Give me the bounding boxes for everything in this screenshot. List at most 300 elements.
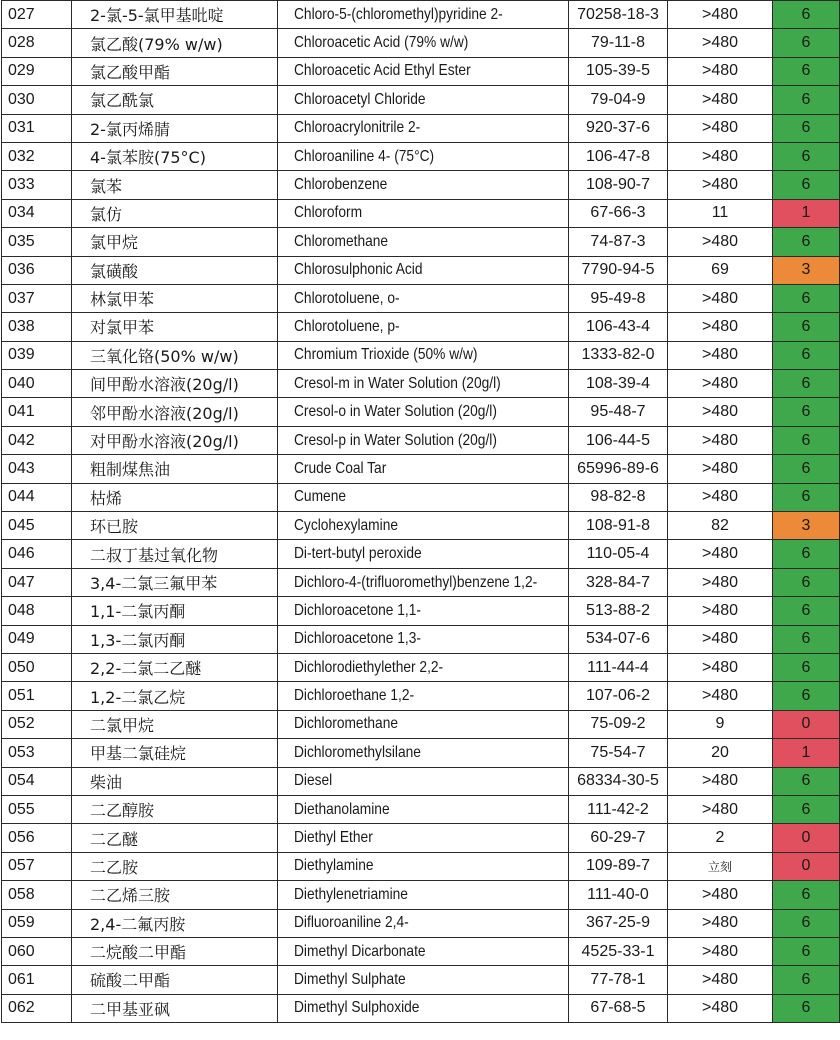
cas-number <box>569 199 668 227</box>
row-number-text: 034 <box>8 204 35 222</box>
breakthrough-time <box>668 142 773 170</box>
english-name <box>278 171 569 199</box>
table-row <box>2 398 840 426</box>
row-number <box>2 767 72 795</box>
breakthrough-time <box>668 568 773 596</box>
english-name-text: Dichlorodiethylether 2,2- <box>294 658 444 676</box>
breakthrough-time <box>668 767 773 795</box>
english-name <box>278 284 569 312</box>
breakthrough-time-text: >480 <box>701 317 739 335</box>
chinese-name-text: 1,3-二氯丙酮 <box>90 630 186 650</box>
english-name-text: Chloroaniline 4- (75°C) <box>294 147 435 165</box>
english-name-text: Cresol-m in Water Solution (20g/l) <box>294 374 501 392</box>
rating-badge <box>773 824 840 852</box>
chinese-name <box>72 313 278 341</box>
english-name-text: Diethylenetriamine <box>294 885 408 903</box>
cas-number <box>569 256 668 284</box>
cas-number-text: 4525-33-1 <box>581 942 655 960</box>
chinese-name-text: 二氯甲烷 <box>90 715 155 735</box>
table-row <box>2 966 840 994</box>
cas-number <box>569 597 668 625</box>
row-number-text: 060 <box>8 942 35 960</box>
english-name-text: Crude Coal Tar <box>294 459 387 477</box>
english-name <box>278 114 569 142</box>
table-row <box>2 199 840 227</box>
rating-badge <box>773 512 840 540</box>
row-number-text: 061 <box>8 970 35 988</box>
english-name-text: Dimethyl Sulphate <box>294 970 406 988</box>
breakthrough-time-text: >480 <box>701 942 739 960</box>
row-number <box>2 228 72 256</box>
chinese-name <box>72 284 278 312</box>
rating-badge <box>773 767 840 795</box>
rating-badge <box>773 966 840 994</box>
rating-badge <box>773 199 840 227</box>
row-number-text: 036 <box>8 261 35 279</box>
row-number-text: 045 <box>8 516 35 534</box>
cas-number <box>569 710 668 738</box>
chinese-name <box>72 455 278 483</box>
table-row <box>2 171 840 199</box>
table-row <box>2 313 840 341</box>
rating-badge <box>773 142 840 170</box>
breakthrough-time <box>668 256 773 284</box>
rating-badge <box>773 1 840 29</box>
breakthrough-time <box>668 57 773 85</box>
breakthrough-time-text: >480 <box>701 885 739 903</box>
chinese-name-text: 邻甲酚水溶液(20g/l) <box>90 403 239 423</box>
rating-badge-text: 0 <box>801 829 811 847</box>
breakthrough-time-text: >480 <box>701 687 739 705</box>
table-row <box>2 1 840 29</box>
chinese-name <box>72 114 278 142</box>
row-number <box>2 824 72 852</box>
row-number-text: 044 <box>8 488 35 506</box>
chinese-name <box>72 710 278 738</box>
table-row <box>2 568 840 596</box>
chinese-name <box>72 767 278 795</box>
breakthrough-time-text: >480 <box>701 346 739 364</box>
rating-badge <box>773 313 840 341</box>
row-number <box>2 483 72 511</box>
english-name <box>278 398 569 426</box>
chinese-name-text: 硫酸二甲酯 <box>90 971 171 991</box>
cas-number <box>569 767 668 795</box>
row-number-text: 033 <box>8 176 35 194</box>
rating-badge <box>773 86 840 114</box>
chinese-name <box>72 341 278 369</box>
rating-badge-text: 6 <box>801 431 811 449</box>
row-number-text: 059 <box>8 914 35 932</box>
english-name <box>278 966 569 994</box>
breakthrough-time-text: >480 <box>701 658 739 676</box>
english-name-text: Diethyl Ether <box>294 829 373 847</box>
english-name <box>278 142 569 170</box>
row-number-text: 039 <box>8 346 35 364</box>
breakthrough-time-text: >480 <box>701 488 739 506</box>
cas-number-text: 75-09-2 <box>590 715 646 733</box>
chinese-name <box>72 625 278 653</box>
cas-number-text: 75-54-7 <box>590 743 646 761</box>
english-name-text: Cresol-o in Water Solution (20g/l) <box>294 403 497 421</box>
cas-number-text: 67-68-5 <box>590 999 646 1017</box>
breakthrough-time <box>668 852 773 880</box>
english-name-text: Cyclohexylamine <box>294 516 399 534</box>
breakthrough-time <box>668 739 773 767</box>
english-name <box>278 1 569 29</box>
breakthrough-time <box>668 937 773 965</box>
rating-badge-text: 3 <box>801 261 811 279</box>
cas-number <box>569 57 668 85</box>
breakthrough-time <box>668 966 773 994</box>
rating-badge <box>773 398 840 426</box>
rating-badge-text: 1 <box>801 204 811 222</box>
row-number <box>2 398 72 426</box>
rating-badge <box>773 653 840 681</box>
english-name-text: Chloroform <box>294 204 363 222</box>
cas-number-text: 108-90-7 <box>585 176 651 194</box>
cas-number-text: 1333-82-0 <box>581 346 655 364</box>
row-number <box>2 142 72 170</box>
chinese-name <box>72 994 278 1022</box>
breakthrough-time-text: 20 <box>711 743 729 761</box>
breakthrough-time <box>668 171 773 199</box>
row-number-text: 054 <box>8 772 35 790</box>
row-number-text: 051 <box>8 687 35 705</box>
chinese-name <box>72 370 278 398</box>
cas-number <box>569 313 668 341</box>
english-name <box>278 994 569 1022</box>
row-number <box>2 57 72 85</box>
cas-number-text: 108-91-8 <box>585 516 651 534</box>
table-row <box>2 540 840 568</box>
english-name-text: Diethanolamine <box>294 800 390 818</box>
english-name-text: Cresol-p in Water Solution (20g/l) <box>294 431 497 449</box>
cas-number-text: 111-40-0 <box>587 885 649 903</box>
table-row <box>2 86 840 114</box>
breakthrough-time <box>668 824 773 852</box>
chinese-name <box>72 426 278 454</box>
table-row <box>2 653 840 681</box>
cas-number-text: 65996-89-6 <box>577 459 659 477</box>
rating-badge-text: 6 <box>801 914 811 932</box>
chinese-name-text: 氯乙酸甲酯 <box>90 62 171 82</box>
rating-badge-text: 6 <box>801 62 811 80</box>
cas-number-text: 60-29-7 <box>590 829 646 847</box>
breakthrough-time-text: >480 <box>701 5 739 23</box>
row-number <box>2 284 72 312</box>
rating-badge-text: 0 <box>801 715 811 733</box>
rating-badge <box>773 483 840 511</box>
chinese-name-text: 2,2-二氯二乙醚 <box>90 659 202 679</box>
chinese-name <box>72 739 278 767</box>
breakthrough-time-text: 2 <box>715 829 725 847</box>
rating-badge-text: 6 <box>801 885 811 903</box>
row-number-text: 058 <box>8 885 35 903</box>
breakthrough-time <box>668 909 773 937</box>
table-row <box>2 426 840 454</box>
english-name <box>278 881 569 909</box>
row-number-text: 043 <box>8 459 35 477</box>
english-name-text: Chlorobenzene <box>294 176 388 194</box>
chinese-name-text: 4-氯苯胺(75°C) <box>90 148 206 168</box>
chinese-name-text: 1,1-二氯丙酮 <box>90 602 186 622</box>
cas-number <box>569 114 668 142</box>
chinese-name <box>72 483 278 511</box>
rating-badge <box>773 228 840 256</box>
rating-badge <box>773 937 840 965</box>
row-number <box>2 597 72 625</box>
row-number-text: 048 <box>8 601 35 619</box>
breakthrough-time <box>668 710 773 738</box>
breakthrough-time <box>668 540 773 568</box>
row-number <box>2 653 72 681</box>
breakthrough-time-text: 69 <box>711 261 729 279</box>
rating-badge <box>773 540 840 568</box>
row-number <box>2 710 72 738</box>
cas-number <box>569 909 668 937</box>
rating-badge <box>773 739 840 767</box>
breakthrough-time-text: >480 <box>701 630 739 648</box>
row-number-text: 053 <box>8 743 35 761</box>
table-row <box>2 909 840 937</box>
cas-number-text: 70258-18-3 <box>577 5 659 23</box>
chinese-name-text: 氯乙酸(79% w/w) <box>90 34 223 54</box>
cas-number-text: 79-11-8 <box>591 34 645 52</box>
table-row <box>2 739 840 767</box>
english-name <box>278 455 569 483</box>
cas-number <box>569 653 668 681</box>
cas-number-text: 106-47-8 <box>585 147 651 165</box>
breakthrough-time <box>668 455 773 483</box>
cas-number <box>569 682 668 710</box>
breakthrough-time <box>668 284 773 312</box>
cas-number-text: 110-05-4 <box>586 545 650 563</box>
rating-badge-text: 6 <box>801 90 811 108</box>
rating-badge-text: 6 <box>801 800 811 818</box>
rating-badge-text: 6 <box>801 573 811 591</box>
row-number-text: 028 <box>8 34 35 52</box>
row-number <box>2 256 72 284</box>
breakthrough-time <box>668 795 773 823</box>
cas-number <box>569 739 668 767</box>
english-name <box>278 795 569 823</box>
rating-badge-text: 6 <box>801 317 811 335</box>
chinese-name <box>72 597 278 625</box>
english-name <box>278 540 569 568</box>
cas-number <box>569 994 668 1022</box>
table-row <box>2 852 840 880</box>
english-name <box>278 767 569 795</box>
english-name-text: Di-tert-butyl peroxide <box>294 545 422 563</box>
english-name-text: Chloromethane <box>294 232 389 250</box>
row-number-text: 050 <box>8 658 35 676</box>
english-name <box>278 483 569 511</box>
breakthrough-time-text: >480 <box>701 90 739 108</box>
rating-badge <box>773 284 840 312</box>
breakthrough-time-text: >480 <box>701 545 739 563</box>
rating-badge <box>773 597 840 625</box>
cas-number-text: 109-89-7 <box>585 857 651 875</box>
row-number-text: 042 <box>8 431 35 449</box>
chinese-name <box>72 142 278 170</box>
chinese-name-text: 柴油 <box>90 772 123 792</box>
breakthrough-time <box>668 114 773 142</box>
chinese-name <box>72 909 278 937</box>
english-name <box>278 86 569 114</box>
english-name <box>278 199 569 227</box>
english-name-text: Dichloroacetone 1,3- <box>294 630 421 648</box>
cas-number-text: 67-66-3 <box>590 204 646 222</box>
breakthrough-time-text: >480 <box>701 374 739 392</box>
table-row <box>2 625 840 653</box>
cas-number <box>569 540 668 568</box>
breakthrough-time <box>668 994 773 1022</box>
breakthrough-time <box>668 341 773 369</box>
chemical-resistance-table <box>1 0 840 1023</box>
chinese-name <box>72 199 278 227</box>
cas-number-text: 98-82-8 <box>590 488 646 506</box>
chinese-name <box>72 1 278 29</box>
chinese-name <box>72 512 278 540</box>
rating-badge <box>773 795 840 823</box>
rating-badge-text: 6 <box>801 119 811 137</box>
row-number <box>2 426 72 454</box>
chinese-name-text: 二甲基亚砜 <box>90 999 171 1019</box>
english-name-text: Diesel <box>294 772 333 790</box>
row-number-text: 052 <box>8 715 35 733</box>
cas-number <box>569 370 668 398</box>
cas-number-text: 111-44-4 <box>587 658 649 676</box>
cas-number <box>569 937 668 965</box>
english-name-text: Chloroacrylonitrile 2- <box>294 119 421 137</box>
row-number-text: 037 <box>8 289 35 307</box>
row-number <box>2 313 72 341</box>
rating-badge-text: 6 <box>801 772 811 790</box>
cas-number-text: 106-44-5 <box>585 431 651 449</box>
chinese-name-text: 粗制煤焦油 <box>90 460 171 480</box>
chinese-name-text: 林氯甲苯 <box>90 290 155 310</box>
table-row <box>2 824 840 852</box>
cas-number-text: 108-39-4 <box>585 374 651 392</box>
english-name <box>278 739 569 767</box>
table-body <box>2 1 840 1023</box>
rating-badge <box>773 370 840 398</box>
english-name-text: Chloroacetic Acid (79% w/w) <box>294 34 469 52</box>
chinese-name <box>72 86 278 114</box>
cas-number <box>569 455 668 483</box>
row-number-text: 062 <box>8 999 35 1017</box>
rating-badge <box>773 341 840 369</box>
row-number <box>2 370 72 398</box>
cas-number <box>569 341 668 369</box>
row-number <box>2 86 72 114</box>
breakthrough-time <box>668 881 773 909</box>
english-name-text: Cumene <box>294 488 347 506</box>
chinese-name-text: 1,2-二氯乙烷 <box>90 687 186 707</box>
row-number-text: 057 <box>8 857 35 875</box>
cas-number-text: 95-48-7 <box>590 403 646 421</box>
cas-number-text: 7790-94-5 <box>581 261 655 279</box>
row-number <box>2 852 72 880</box>
chinese-name-text: 氯乙酰氯 <box>90 91 155 111</box>
breakthrough-time-text: >480 <box>701 147 739 165</box>
chinese-name <box>72 795 278 823</box>
breakthrough-time-text: >480 <box>701 601 739 619</box>
rating-badge-text: 6 <box>801 459 811 477</box>
english-name <box>278 256 569 284</box>
cas-number-text: 68334-30-5 <box>577 772 659 790</box>
row-number-text: 055 <box>8 800 35 818</box>
chinese-name-text: 2-氯-5-氯甲基吡啶 <box>90 6 224 26</box>
breakthrough-time <box>668 370 773 398</box>
chinese-name <box>72 568 278 596</box>
english-name-text: Diethylamine <box>294 857 374 875</box>
breakthrough-time <box>668 625 773 653</box>
table-row <box>2 114 840 142</box>
cas-number <box>569 625 668 653</box>
row-number <box>2 114 72 142</box>
cas-number <box>569 171 668 199</box>
breakthrough-time-text: 9 <box>715 715 725 733</box>
rating-badge <box>773 909 840 937</box>
rating-badge-text: 3 <box>801 516 811 534</box>
chinese-name-text: 二乙醚 <box>90 829 139 849</box>
english-name-text: Dichloroethane 1,2- <box>294 687 415 705</box>
row-number <box>2 994 72 1022</box>
breakthrough-time <box>668 512 773 540</box>
english-name-text: Dichloro-4-(trifluoromethyl)benzene 1,2- <box>294 573 538 591</box>
row-number <box>2 540 72 568</box>
english-name <box>278 909 569 937</box>
rating-badge-text: 6 <box>801 232 811 250</box>
english-name-text: Dimethyl Dicarbonate <box>294 942 426 960</box>
chinese-name-text: 氯磺酸 <box>90 261 139 281</box>
rating-badge-text: 6 <box>801 403 811 421</box>
english-name <box>278 512 569 540</box>
row-number <box>2 29 72 57</box>
row-number-text: 031 <box>8 119 35 137</box>
chinese-name <box>72 57 278 85</box>
table-row <box>2 284 840 312</box>
breakthrough-time-text: >480 <box>701 119 739 137</box>
breakthrough-time <box>668 682 773 710</box>
table-row <box>2 370 840 398</box>
chinese-name <box>72 653 278 681</box>
cas-number <box>569 795 668 823</box>
breakthrough-time-text: >480 <box>701 573 739 591</box>
rating-badge-text: 6 <box>801 658 811 676</box>
chinese-name-text: 对甲酚水溶液(20g/l) <box>90 432 239 452</box>
row-number <box>2 682 72 710</box>
cas-number-text: 77-78-1 <box>590 970 646 988</box>
rating-badge-text: 6 <box>801 970 811 988</box>
table-row <box>2 881 840 909</box>
cas-number <box>569 966 668 994</box>
row-number <box>2 455 72 483</box>
chinese-name <box>72 540 278 568</box>
breakthrough-time <box>668 653 773 681</box>
cas-number-text: 107-06-2 <box>585 687 651 705</box>
table-row <box>2 57 840 85</box>
cas-number-text: 367-25-9 <box>585 914 651 932</box>
chinese-name-text: 枯烯 <box>90 488 123 508</box>
english-name-text: Difluoroaniline 2,4- <box>294 914 409 932</box>
row-number-text: 041 <box>8 403 35 421</box>
chinese-name-text: 三氧化铬(50% w/w) <box>90 346 239 366</box>
rating-badge-text: 6 <box>801 488 811 506</box>
rating-badge-text: 6 <box>801 147 811 165</box>
